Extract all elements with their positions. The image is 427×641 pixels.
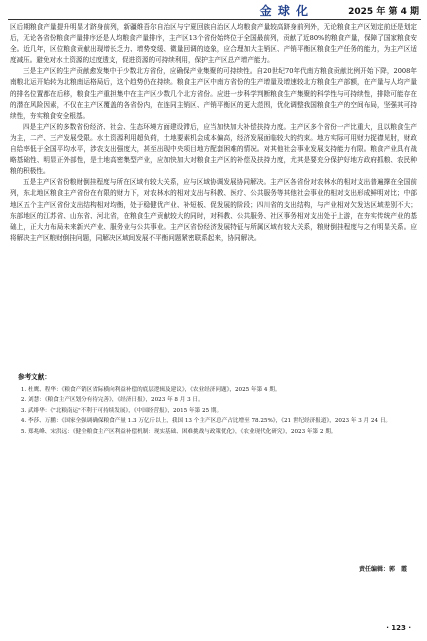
paragraph-1: 区后期粮食产量提升明显才跻身前列，新疆维吾尔自治区与宁夏回族自治区人均粮食产量较高跻身前列外，无论粮食主产区划定前还是划定后，无论各省份粮食产量排序还是人均粮食产量排序，主产区13个省份始终位于全国最前列，贡献了近80%的粮食产量，保障了国家粮食安全。近几年，区位粮食贡献出现增长乏力、增势变缓、微量回调的迹象，应合理加大主销区、产销平衡区粮食生产任务的能力，为主产区适度减压。避免对水土资源的过度透支，促进资源的可持续利用，保护主产区总产增产能力。 [10,23,417,65]
reference-item: 1. 杜鹰、程华：《粮食产销区省际横向利益补偿的底层逻辑及建议》，《农业经济问题》，2025 年第 4 期。 [28,385,417,396]
references-list [10,385,417,438]
page-header [0,0,427,20]
reference-item: 4. 李莎、万鹏：《国家全强调确保粮食产量 1.3 万亿斤以上，我国 13 个主产区总产占比增至 78.25%》，《21 世纪经济报道》，2023 年 3 月 24 日。 [28,416,417,427]
paragraph-3: 四是主产区的多数省份经济、社会、生态环境方面建设滞后，应当加快加大补偿扶持力度。主产区多个省份一产比重大，且以粮食生产为主，二产、三产发展受限。水土资源利用超负荷，土地要素机会成本偏高，经济发展面临较大的约束。地方实际可用财力捉襟见肘，财政自给率低于全国平均水平，涉农支出强度大，甚至出现中央项目地方配套困难的情况。对其他社会事业发展支持能力有限。粮食产业具有战略基础性、明显正外部性，是土地高密集型产业，应加快加大对粮食主产区的补偿及扶持力度，尤其是要充分保护好地方政府抓粮、农民种粮的积极性。 [10,122,417,176]
header-divider [8,19,421,20]
reference-item: 2. 刘慧：《粮食主产区划分有待完善》，《经济日报》，2023 年 8 月 3 日。 [28,395,417,406]
article-body [10,22,417,244]
references-section [10,372,417,438]
responsible-editor: 责任编辑：郭 霞 [358,566,407,573]
page-number: · 123 · [386,624,411,632]
references-title: 参考文献： [18,373,51,381]
paragraph-2: 三是主产区的生产贡献愈发集中于少数北方省份，应确保产业集聚的可持续性。自20世纪70年代南方粮食贡献比例开始下降，2008年南粮北运开始转为北粮南运格局后，这个趋势仍在持续。粮食主产区中南方省份的生产增量及增速较北方粮食生产部额，在产量与人均产量的排名位置都在后移，粮食生产重担集中在主产区少数几个北方省份。应进一步科学判断粮食生产集聚的科学性与可持续性，排除可能存在的潜在风险因素，不仅在主产区覆盖的各省份内，在连同主销区、产销平衡区的更大范围，优化调整我国粮食生产的空间布局，坚强其可持续性，夯实粮食安全根基。 [10,67,417,120]
reference-item: 3. 武绯华：《"北粮南运"不利于可持续发展》，《中国经营报》，2015 年第 25 期。 [28,406,417,417]
paragraph-4: 五是主产区省份粮财倒挂程度与所在区域有较大关系，应与区域协调发展协同解决。主产区各省份对农林水的相对支出普遍撑在全国前列，东北地区粮食主产省份在有限的财力下，对农林水的相对支出与科教、医疗、公共服务等其他社会事业的相对支出形成鲜明对比；中部地区五个主产区省份支出结构相对均衡，处于稳健优产业、补短板、促发展的阶段；四川省的支出结构，与产业相对欠发达区域差别不大；东部地区的江苏省、山东省、河北省，在粮食生产贡献较大的同时，对科教、公共服务、社区事务相对支出处于上游，在夯实传统产业的基础上，正大力布局未来新兴产业、服务业与公共事业。主产区省份经济发展特征与所属区域有较大关系，粮财倒挂程度与之有明显关系。应将解决主产区粮财倒挂问题，同解决区域间发展不平衡问题紧密联系起来，协同解决。 [10,178,417,242]
reference-item: 5. 郑兆峰、宋洪远：《健全粮食主产区利益补偿机制：现实基础、困难挑战与政策优化》，《农业现代化研究》，2023 年第 2 期。 [28,427,417,438]
journal-logo: 金 球 化 [259,4,309,18]
issue-label: 2025 年 第 4 期 [348,7,419,17]
